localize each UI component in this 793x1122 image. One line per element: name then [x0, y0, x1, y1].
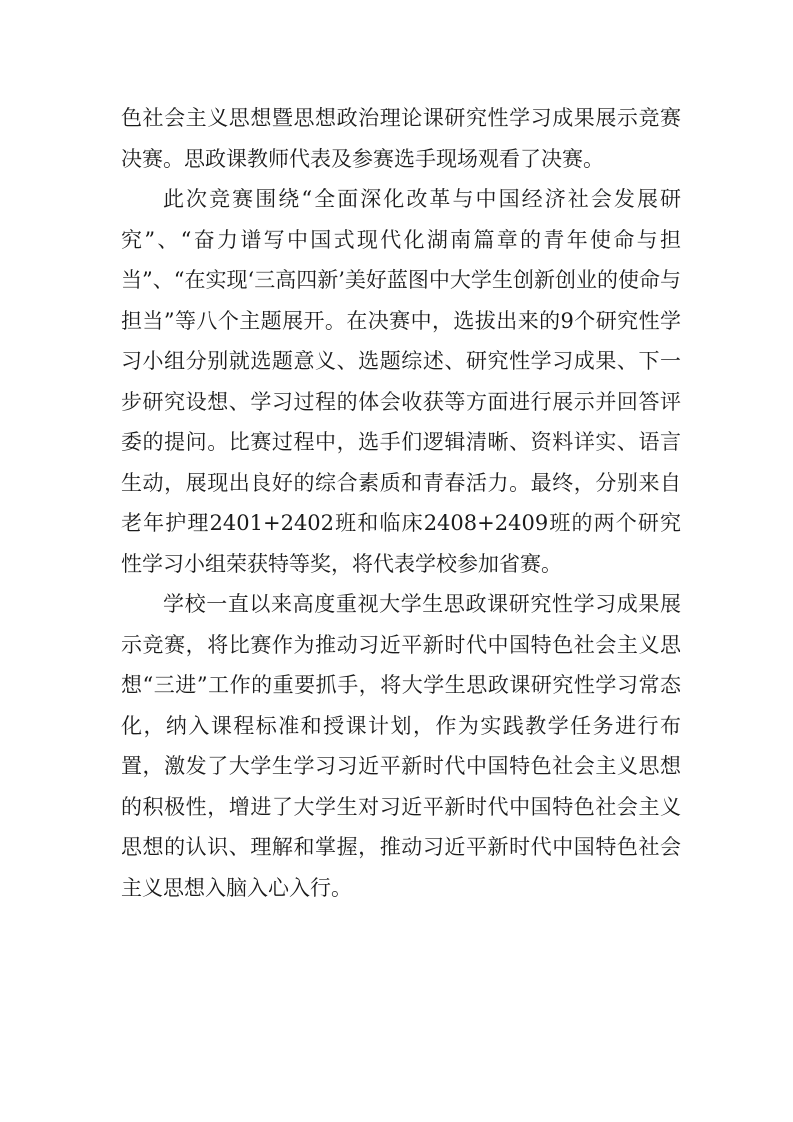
paragraph-competition-details: 此次竞赛围绕“全面深化改革与中国经济社会发展研究”、“奋力谱写中国式现代化湖南篇章的青年使命与担当”、“在实现‘三高四新’美好蓝图中大学生创新创业的使命与担当”等八个主题展开。在决赛中，选拔出来的9个研究性学习小组分别就选题意义、选题综述、研究性学习成果、下一步研究设想、学习过程的体会收获等方面进行展示并回答评委的提问。比赛过程中，选手们逻辑清晰、资料详实、语言生动，展现出良好的综合素质和青春活力。最终，分别来自老年护理2401+2402班和临床2408+2409班的两个研究性学习小组荣获特等奖，将代表学校参加省赛。 [121, 187, 681, 576]
paragraph-continuation: 色社会主义思想暨思想政治理论课研究性学习成果展示竞赛决赛。思政课教师代表及参赛选手现场观看了决赛。 [121, 106, 681, 171]
paragraph-school-emphasis: 学校一直以来高度重视大学生思政课研究性学习成果展示竞赛，将比赛作为推动习近平新时代中国特色社会主义思想“三进”工作的重要抓手，将大学生思政课研究性学习常态化，纳入课程标准和授课计划，作为实践教学任务进行布置，激发了大学生学习习近平新时代中国特色社会主义思想的积极性，增进了大学生对习近平新时代中国特色社会主义思想的认识、理解和掌握，推动习近平新时代中国特色社会主义思想入脑入心入行。 [121, 592, 681, 900]
document-body [121, 98, 681, 908]
